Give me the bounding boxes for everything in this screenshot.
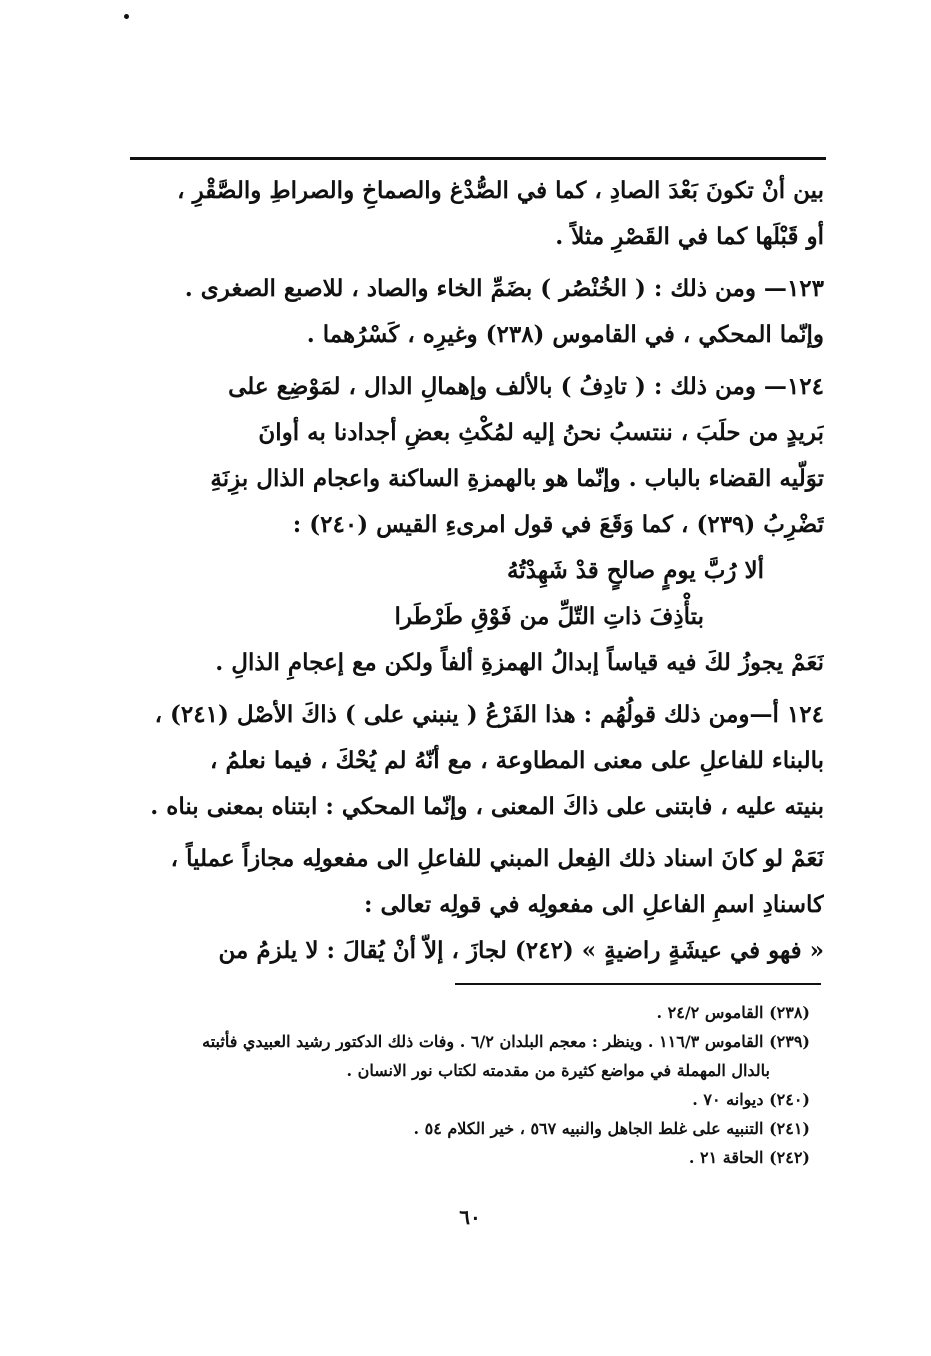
footnote-rule xyxy=(455,983,821,985)
text-line: تَضْرِبُ (٢٣٩) ، كما وَقَعَ في قول امرىءِ القيس (٢٤٠) : xyxy=(292,511,824,538)
text-line: توَلّيه القضاء بالباب . وإنّما هو بالهمزةِ الساكنة واعجام الذال بزِنَةِ xyxy=(210,465,824,492)
text-line: كاسنادِ اسمِ الفاعلِ الى مفعولِه في قولِه تعالى : xyxy=(363,891,824,918)
page-number: ٦٠ xyxy=(459,1205,481,1229)
text-line: نَعَمْ يجوزُ لكَ فيه قياساً إبدالُ الهمزةِ ألفاً ولكن مع إعجامِ الذالِ . xyxy=(215,649,824,676)
main-text xyxy=(128,168,824,980)
footnote-240: (٢٤٠) ديوانه ٧٠ . xyxy=(692,1090,810,1109)
text-line: بَريدٍ من حلَبَ ، ننتسبُ نحنُ إليه لمُكْثِ بعضِ أجدادنا به أوانَ xyxy=(258,419,824,446)
text-line: بين أنْ تكونَ بَعْدَ الصادِ ، كما في الصُّدْغ والصماخِ والصراطِ والصَّقْرِ ، xyxy=(177,177,824,204)
footnotes xyxy=(130,998,810,1172)
footnote-242: (٢٤٢) الحاقة ٢١ . xyxy=(688,1148,810,1167)
footnote-239-continuation: بالدال المهملة في مواضع كثيرة من مقدمته لكتاب نور الانسان . xyxy=(346,1061,770,1080)
verse-line: بتأْذِفَ ذاتِ التّلِّ من فَوْقِ طَرْطَرا xyxy=(394,603,704,630)
paragraph-naam xyxy=(128,836,824,974)
paragraph-124a xyxy=(128,692,824,830)
footnote-241: (٢٤١) التنبيه على غلط الجاهل والنبيه ٥٦٧ ، خير الكلام ٥٤ . xyxy=(413,1119,810,1138)
paragraph-123 xyxy=(128,266,824,358)
text-line: أو قَبْلَها كما في القَصْرِ مثلاً . xyxy=(555,223,824,250)
footnote-238: (٢٣٨) القاموس ٢٤/٢ . xyxy=(656,1003,810,1022)
verse-line: ألا رُبَّ يومٍ صالحٍ قدْ شَهِدْتُهُ xyxy=(507,557,764,584)
text-line: بالبناء للفاعلِ على معنى المطاوعة ، مع أنّهُ لم يُحْكَ ، فيما نعلمُ ، xyxy=(210,747,824,774)
top-rule xyxy=(130,157,826,160)
text-line: ١٢٤ أ—ومن ذلك قولُهُم : هذا الفَرْعُ ( ينبني على ) ذاكَ الأصْل (٢٤١) ، xyxy=(154,701,824,728)
text-line: بنيته عليه ، فابتنى على ذاكَ المعنى ، وإنّما المحكي : ابتناه بمعنى بناه . xyxy=(150,793,824,820)
text-line: نَعَمْ لو كانَ اسناد ذلك الفِعل المبني للفاعلِ الى مفعولِه مجازاً عملياً ، xyxy=(170,845,824,872)
text-line: وإنّما المحكي ، في القاموس (٢٣٨) وغيرِه ، كَسْرُهما . xyxy=(306,321,824,348)
paragraph-124 xyxy=(128,364,824,686)
paragraph-continuation xyxy=(128,168,824,260)
text-line: « فهو في عيشَةٍ راضيةٍ » (٢٤٢) لجازَ ، إلاّ أنْ يُقالَ : لا يلزمُ من xyxy=(218,937,824,964)
text-line: ١٢٣— ومن ذلك : ( الخُنْصُر ) بضَمِّ الخاء والصاد ، للاصبع الصغرى . xyxy=(184,275,824,302)
speck-mark xyxy=(124,14,129,19)
text-line: ١٢٤— ومن ذلك : ( تادِفُ ) بالألف وإهمالِ الدال ، لمَوْضِع على xyxy=(228,373,824,400)
footnote-239: (٢٣٩) القاموس ١١٦/٣ . وينظر : معجم البلدان ٦/٢ . وفات ذلك الدكتور رشيد العبيدي فأثبته xyxy=(202,1032,810,1051)
